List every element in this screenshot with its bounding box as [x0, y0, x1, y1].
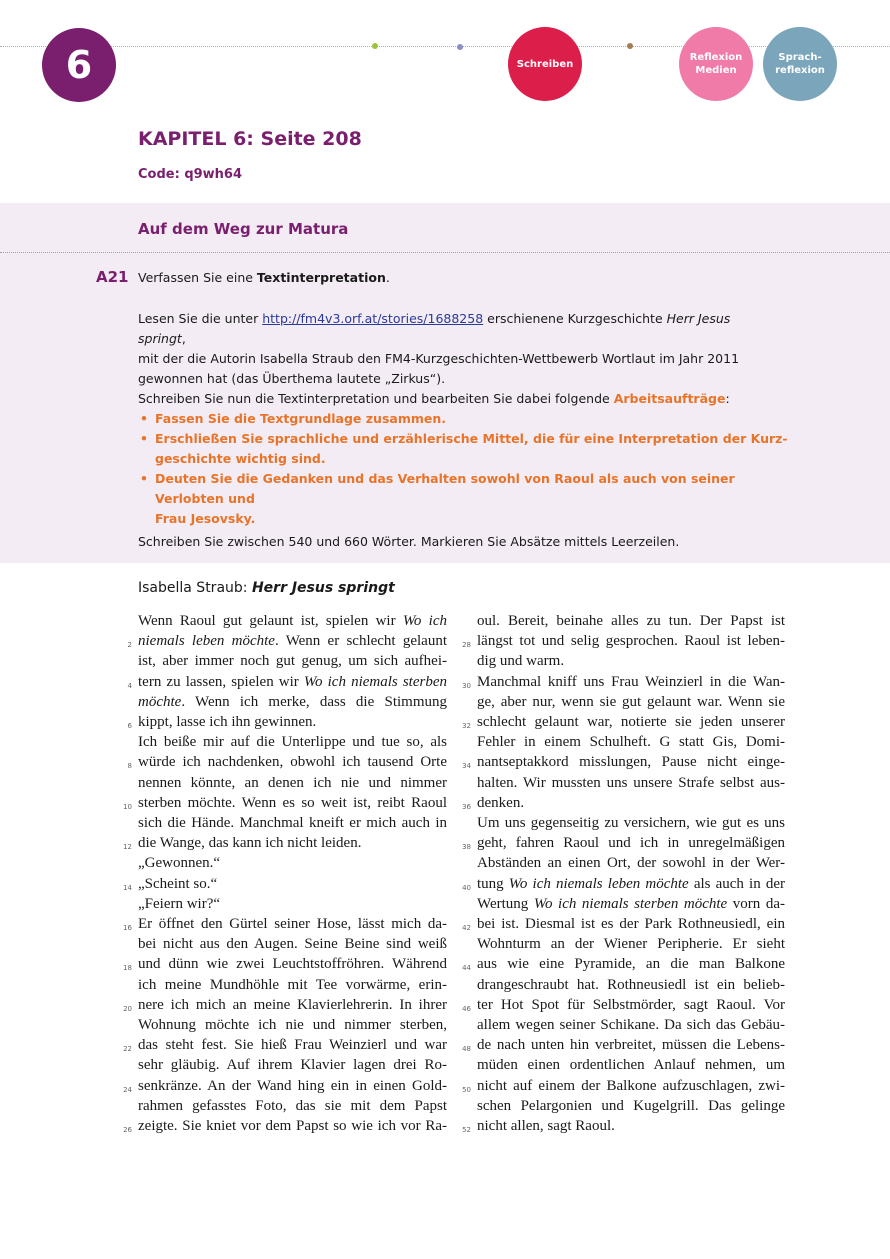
story-line — [138, 651, 447, 671]
story-text: ge, aber nur, wenn sie gut gelaunt war. Wenn sie — [477, 693, 785, 710]
story-line — [462, 793, 785, 813]
line-number: 6 — [127, 722, 132, 731]
task-closing: Schreiben Sie zwischen 540 und 660 Wörter. Markieren Sie Absätze mittels Leerzeilen. — [138, 534, 680, 549]
task-bullet-line: • Fassen Sie die Textgrundlage zusammen. — [155, 411, 446, 426]
story-line — [138, 975, 447, 995]
story-line — [138, 894, 447, 914]
story-text: . Wenn er schlecht gelaunt — [274, 633, 448, 650]
task-paragraph-1 — [138, 309, 778, 389]
story-line — [477, 813, 785, 833]
story-line — [127, 752, 447, 772]
line-number: 10 — [123, 802, 132, 811]
story-text: tern zu lassen, spielen wir — [138, 673, 304, 690]
story-text: würde ich nachdenken, obwohl ich tausend Orte — [138, 754, 447, 771]
story-text: sehr gläubig. Auf ihrem Klavier lagen drei Ro- — [138, 1057, 447, 1074]
story-line — [138, 813, 447, 833]
story-italic-text: niemals leben möchte — [138, 633, 275, 650]
story-line — [138, 853, 447, 873]
task-intro-text: Verfassen Sie eine — [138, 270, 257, 285]
line-number: 16 — [123, 924, 132, 933]
story-text: Manchmal kniff uns Frau Weinzierl in die Wan- — [477, 673, 785, 690]
line-number: 38 — [462, 843, 471, 852]
story-text: sich die Hände. Manchmal kneift er mich auch in — [138, 815, 447, 832]
story-link[interactable]: http://fm4v3.orf.at/stories/1688258 — [262, 311, 484, 326]
story-text: „Gewonnen.“ — [138, 855, 221, 872]
story-line — [138, 934, 447, 954]
story-text: tung — [477, 875, 509, 892]
p1-text: Lesen Sie die unter — [138, 311, 263, 326]
story-text: ter Hot Spot für Selbstmörder, sagt Raoul. Vor — [477, 996, 785, 1013]
line-number: 24 — [123, 1085, 132, 1094]
story-text: müden einen ordentlichen Anlauf nehmen, um — [477, 1057, 785, 1074]
story-line — [123, 1116, 447, 1136]
story-line — [123, 833, 447, 853]
nav-schreiben[interactable] — [508, 27, 582, 101]
story-line — [138, 773, 447, 793]
story-line — [477, 611, 785, 631]
task-bullet-list — [138, 409, 788, 529]
line-number: 44 — [462, 964, 471, 973]
story-text: schen Pelargonien und Kugelgrill. Das gelinge — [477, 1097, 785, 1114]
task-bullet-line: • Erschließen Sie sprachliche und erzählerische Mittel, die für eine Interpretation der Kurz- — [155, 431, 788, 446]
task-intro — [138, 268, 778, 288]
task-paragraph-2 — [138, 389, 778, 409]
story-line — [477, 975, 785, 995]
story-line — [123, 1076, 447, 1096]
story-line — [477, 732, 785, 752]
story-text: nicht auf einem der Balkone aufzuschlagen, zwi- — [477, 1077, 785, 1094]
story-line — [477, 1096, 785, 1116]
story-text: längst tot und selig gesprochen. Raoul ist leben- — [477, 633, 785, 650]
line-number: 26 — [123, 1126, 132, 1135]
task-label: A21 — [96, 268, 129, 286]
story-italic-text: Wo ich niemals sterben — [303, 673, 447, 690]
story-line — [138, 611, 447, 631]
story-line — [462, 1076, 785, 1096]
story-text: schlecht gelaunt war, notierte sie jeden unserer — [477, 714, 785, 731]
top-divider — [0, 46, 890, 47]
story-text: senkränze. An der Wand hing ein in einen Gold- — [138, 1077, 447, 1094]
story-line — [127, 672, 447, 692]
line-number: 36 — [462, 802, 471, 811]
line-number: 42 — [462, 924, 471, 933]
story-text: Abständen an einen Ort, der sowohl in der Wer- — [477, 855, 785, 872]
story-text: allem wegen seiner Schikane. Da sich das Gebäu- — [477, 1017, 785, 1034]
story-column-2 — [462, 611, 786, 1136]
story-line — [462, 631, 785, 651]
story-text: drangeschraubt hat. Rothneusiedl ist ein belieb- — [477, 976, 785, 993]
story-line — [477, 853, 785, 873]
line-number: 22 — [123, 1045, 132, 1054]
story-column-1 — [123, 611, 448, 1136]
story-italic-text: Wo ich — [402, 613, 447, 629]
section-title: Auf dem Weg zur Matura — [138, 220, 349, 238]
story-text: als auch in der — [688, 875, 785, 892]
story-line — [123, 914, 447, 934]
task-bullet — [138, 469, 788, 529]
decor-dot — [457, 44, 463, 50]
section-divider — [0, 252, 890, 253]
task-bullet — [138, 429, 788, 469]
nav-label: Sprach- — [778, 52, 822, 63]
story-italic-text: Wo ich niemals sterben möchte — [533, 895, 728, 912]
nav-label: Medien — [695, 65, 737, 76]
story-text: aus wie eine Pyramide, an die man Balkone — [477, 956, 785, 973]
story-line — [123, 995, 447, 1015]
story-text: rahmen gefasstes Foto, das sie mit dem Papst — [138, 1097, 447, 1114]
line-number: 32 — [462, 722, 471, 731]
line-number: 48 — [462, 1045, 471, 1054]
story-text: „Feiern wir?“ — [138, 895, 221, 912]
task-intro-bold: Textinterpretation — [256, 270, 386, 285]
line-number: 34 — [462, 762, 471, 771]
nav-label: Reflexion — [689, 52, 743, 63]
story-text: Wohnung möchte ich nie und nimmer sterben, — [138, 1017, 447, 1034]
line-number: 8 — [127, 762, 132, 771]
task-bullet-line: geschichte wichtig sind. — [155, 451, 326, 466]
story-line — [477, 1055, 785, 1075]
story-text: nere ich mich an meine Klavierlehrerin. In ihrer — [138, 996, 447, 1013]
nav-sprachreflexion[interactable] — [763, 27, 837, 101]
chapter-badge — [42, 28, 116, 102]
p2-text: Schreiben Sie nun die Textinterpretation und bearbeiten Sie dabei folgende — [138, 391, 614, 406]
story-text: oul. Bereit, beinahe alles zu tun. Der Papst ist — [477, 613, 785, 629]
story-text: geht, fahren Raoul und ich in unregelmäßigen — [477, 835, 785, 852]
story-text: nicht allen, sagt Raoul. — [477, 1118, 615, 1135]
story-text: Wertung — [477, 895, 534, 912]
story-line — [123, 954, 447, 974]
story-line — [462, 1035, 785, 1055]
task-bullet-line: • Deuten Sie die Gedanken und das Verhalten sowohl von Raoul als auch von seiner Verlobten und — [155, 471, 735, 506]
story-text: halten. Wir mussten uns unsere Strafe selbst aus- — [477, 774, 785, 791]
nav-label: Schreiben — [516, 58, 574, 70]
story-text: Er öffnet den Gürtel seiner Hose, lässt mich da- — [138, 916, 447, 933]
line-number: 20 — [123, 1004, 132, 1013]
p2-highlight: Arbeitsaufträge — [613, 391, 726, 406]
story-line — [138, 1015, 447, 1035]
story-line — [477, 894, 785, 914]
story-text: Fehler in einem Schulheft. G statt Gis, Domi- — [477, 734, 785, 751]
nav-reflexion-medien[interactable] — [679, 27, 753, 101]
story-line — [477, 934, 785, 954]
story-heading — [138, 580, 395, 596]
task-bullet-line: Frau Jesovsky. — [155, 511, 256, 526]
p1-line-2: mit der die Autorin Isabella Straub den FM4-Kurzgeschichten-Wettbewerb Wortlaut im Jahr 2011 — [138, 351, 740, 366]
line-number: 4 — [127, 681, 132, 690]
story-line — [462, 995, 785, 1015]
access-code: Code: q9wh64 — [138, 167, 243, 182]
story-text: zeigte. Sie kniet vor dem Papst so wie ich vor Ra- — [138, 1118, 447, 1135]
story-text: bei nicht aus den Augen. Seine Beine sind weiß — [138, 936, 447, 953]
story-line — [123, 874, 447, 894]
page-title: KAPITEL 6: Seite 208 — [138, 128, 362, 150]
line-number: 30 — [462, 681, 471, 690]
story-text: kippt, lasse ich ihn gewinnen. — [138, 714, 317, 731]
decor-dot — [372, 43, 378, 49]
story-line — [138, 692, 447, 712]
story-text: ich meine Mundhöhle mit Tee vorwärme, erin- — [138, 976, 447, 993]
p1-story-title: Herr Jesus springt — [138, 311, 731, 346]
line-number: 46 — [462, 1004, 471, 1013]
p1-text-2: erschienene Kurzgeschichte — [483, 311, 667, 326]
story-title: Herr Jesus springt — [251, 580, 395, 596]
story-line — [123, 1035, 447, 1055]
story-text: bei ist. Diesmal ist es der Park Rothneusiedl, ein — [477, 916, 785, 933]
line-number: 40 — [462, 883, 471, 892]
story-text: Ich beiße mir auf die Unterlippe und tue so, als — [138, 734, 447, 751]
story-line — [462, 833, 785, 853]
line-number: 14 — [123, 883, 132, 892]
story-line — [127, 631, 448, 651]
story-text: die Wange, das kann ich nicht leiden. — [138, 835, 362, 852]
story-text: dig und warm. — [477, 653, 565, 670]
story-line — [138, 1096, 447, 1116]
story-line — [462, 914, 785, 934]
line-number: 18 — [123, 964, 132, 973]
story-text: Wenn Raoul gut gelaunt ist, spielen wir — [138, 613, 403, 629]
story-line — [462, 954, 785, 974]
story-text: und dünn wie zwei Leuchtstoffröhren. Während — [138, 956, 447, 973]
story-line — [477, 651, 785, 671]
story-line — [462, 1116, 785, 1136]
story-author: Isabella Straub: — [138, 580, 252, 596]
task-intro-end: . — [385, 270, 390, 285]
story-text: ist, aber immer noch gut genug, um sich aufhei- — [138, 653, 447, 670]
story-text: de nach unten hin verbreitet, müssen die Lebens- — [477, 1037, 785, 1054]
story-text: . Wenn ich merke, dass die Stimmung — [181, 693, 447, 710]
story-text: nennen könnte, an denen ich nie und nimmer — [138, 774, 447, 791]
story-text: „Scheint so.“ — [138, 875, 218, 892]
line-number: 2 — [127, 641, 132, 650]
p1-comma: , — [181, 331, 186, 346]
story-line — [477, 1015, 785, 1035]
story-line — [462, 672, 785, 692]
p1-line-3: gewonnen hat (das Überthema lautete „Zirkus“). — [138, 371, 446, 386]
story-text: sterben möchte. Wenn es so weit ist, reibt Raoul — [138, 794, 447, 811]
story-text: Um uns gegenseitig zu versichern, wie gut es uns — [477, 815, 785, 832]
story-text: das steht fest. Sie hieß Frau Weinzierl und war — [138, 1037, 447, 1054]
story-italic-text: Wo ich niemals leben möchte — [508, 875, 689, 892]
line-number: 50 — [462, 1085, 471, 1094]
line-number: 52 — [462, 1126, 471, 1135]
chapter-number: 6 — [65, 43, 93, 87]
line-number: 12 — [123, 843, 132, 852]
story-line — [462, 874, 785, 894]
line-number: 28 — [462, 641, 471, 650]
story-text: Wohnturm an der Wiener Peripherie. Er sieht — [477, 936, 785, 953]
story-line — [462, 712, 785, 732]
story-line — [138, 732, 447, 752]
story-italic-text: möchte — [138, 693, 182, 710]
story-line — [477, 692, 785, 712]
story-line — [127, 712, 447, 732]
decor-dot — [627, 43, 633, 49]
story-line — [123, 793, 447, 813]
p2-colon: : — [725, 391, 730, 406]
story-text: nantseptakkord misslungen, Pause nicht einge- — [477, 754, 785, 771]
story-line — [477, 773, 785, 793]
story-line — [138, 1055, 447, 1075]
story-text: vorn da- — [727, 895, 786, 912]
task-bullet — [138, 409, 788, 429]
story-line — [462, 752, 785, 772]
story-text: denken. — [477, 794, 525, 811]
nav-label: reflexion — [775, 65, 825, 76]
